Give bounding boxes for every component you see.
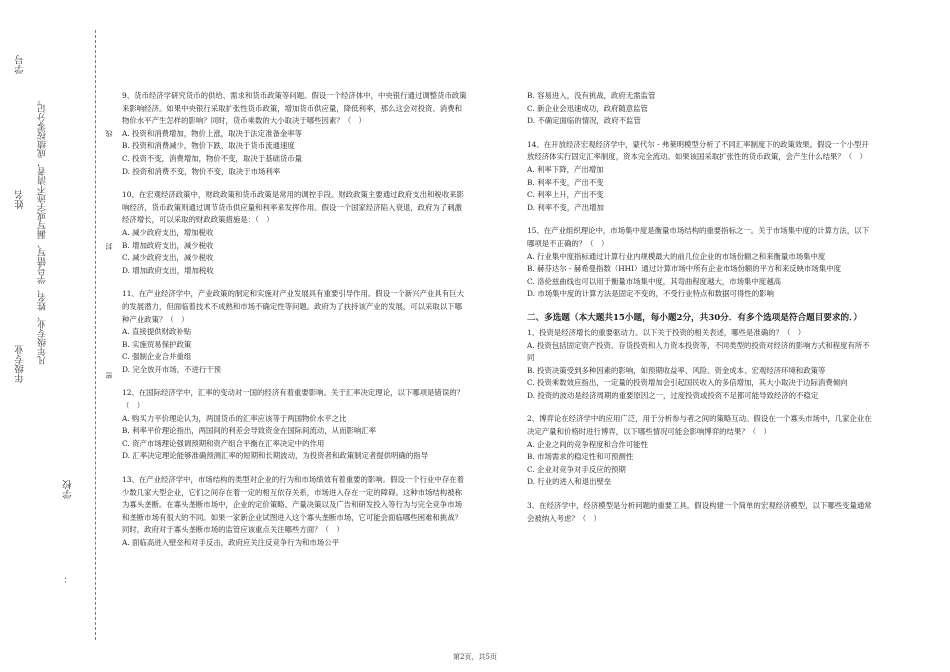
multi-question-3 — [527, 500, 872, 525]
option-a: A. 投资包括固定资产投资、存货投资和人力资本投资等，不同类型的投资对经济的影响方式和程度有所不同 — [527, 340, 870, 363]
question-15 — [527, 225, 872, 301]
school-label: 学校 — [63, 480, 74, 499]
option-c: C. 减少政府支出，减少税收 — [122, 253, 214, 263]
option-d: D. 投资和消费不变，物价不变，取决于市场利率 — [122, 166, 281, 176]
name-label: 姓名 — [15, 190, 26, 209]
question-11 — [122, 288, 467, 376]
option-c: C. 强制企业合并重组 — [122, 352, 192, 362]
option-a: A. 购买力平价理论认为，两国货币的汇率应该等于两国物价水平之比 — [122, 413, 347, 423]
option-a: A. 减少政府支出，增加税收 — [122, 227, 214, 237]
question-12 — [122, 387, 467, 463]
option-a: A. 行业集中度指标通过计算行业内规模最大的前几位企业的市场份额之和来衡量市场集中度 — [527, 251, 826, 261]
option-b: B. 增加政府支出，减少税收 — [122, 240, 214, 250]
question-stem: 15、在产业组织理论中，市场集中度是衡量市场结构的重要指标之一。关于市场集中度的计算方法，以下哪项是不正确的？（ ） — [527, 226, 869, 248]
option-b: B. 赫芬达尔 - 赫希曼指数（HHI）通过计算市场中所有企业市场份额的平方和来反映市场集中度 — [527, 264, 841, 274]
question-stem: 14、在开放经济宏观经济学中，蒙代尔 - 弗莱明模型分析了不同汇率制度下的政策效果。假设一个小型开放经济体实行固定汇率制度，资本完全流动。如果该国采取扩张性的货币政策，会产生什么结果？（ ） — [527, 139, 869, 162]
option-a: A. 面临高进入壁垒和对手反击，政府应关注反竞争行为和市场公平 — [122, 538, 339, 547]
question-14 — [527, 139, 872, 215]
right-column — [527, 90, 872, 536]
question-stem: 12、在国际经济学中，汇率的变动对一国的经济有着重要影响。关于汇率决定理论，以下哪项是错误的？（ ） — [122, 388, 464, 411]
option-b: B. 实施贸易保护政策 — [122, 339, 192, 349]
option-a: A. 投资和消费增加，物价上涨，取决于法定准备金率等 — [122, 128, 303, 138]
grade-major-label: 年级专业 — [15, 345, 26, 383]
binding-dashed-line — [95, 30, 96, 640]
question-stem: 11、在产业经济学中，产业政策的制定和实施对产业发展具有重要引导作用。假设一个新兴产业具有巨大的发展潜力，但面临着技术不成熟和市场不确定性等问题。政府为了扶持该产业的发展，可以采取以下哪种产业政策？（ ） — [122, 289, 464, 324]
option-a: A. 利率下降，产出增加 — [527, 164, 604, 174]
option-b: B. 利率平价理论指出，两国间的利差会导致资金在国际间流动，从而影响汇率 — [122, 426, 377, 436]
option-c: C. 资产市场理论强调预期和资产组合平衡在汇率决定中的作用 — [122, 438, 325, 448]
question-stem: 2、博弈论在经济学中的应用广泛，用于分析参与者之间的策略互动。假设在一个寡头市场中，几家企业在决定产量和价格时进行博弈，以下哪些情况可能会影响博弈的结果？（ ） — [527, 414, 872, 437]
option-a: A. 企业之间的竞争程度和合作可能性 — [527, 439, 648, 449]
option-b: B. 利率不变，产出不变 — [527, 177, 604, 187]
question-stem: 9、货币经济学研究货币的供给、需求和货币政策等问题。假设一个经济体中，中央银行通过调整货币政策来影响经济。如果中央银行采取扩张性货币政策，增加货币供应量，降低利率，那么这会对投资、消费和物价水平产生怎样的影响？同时，货币乘数的大小取决于哪些因素？（ ） — [122, 91, 467, 126]
option-b: B. 投资和消费减少，物价下跌，取决于货币流通速度 — [122, 141, 295, 151]
option-d: D. 投资的波动是经济周期的重要原因之一，过度投资或投资不足都可能导致经济的不稳定 — [527, 390, 819, 400]
option-c: C. 投资乘数效应指出，一定量的投资增加会引起国民收入的多倍增加，其大小取决于边际消费倾向 — [527, 378, 848, 388]
binding-margin: 学校 ： 年级专业 姓名 学号 凡年级专业、姓名、学号错写、漏写或字迹不清者，成绩按零分记。 密 封 线 — [0, 0, 110, 672]
question-13-continued — [527, 90, 872, 128]
option-d: D. 行业的进入和退出壁垒 — [527, 477, 612, 487]
option-b: B. 投资决策受到多种因素的影响，如预期收益率、风险、资金成本、宏观经济环境和政策等 — [527, 365, 826, 375]
question-stem: 10、在宏观经济政策中，财政政策和货币政策是常用的调控手段。财政政策主要通过政府支出和税收来影响经济，货币政策则通过调节货币供应量和利率来发挥作用。假设一个国家经济陷入衰退，政府为了刺激经济增长，可以采取的财政政策措施是：（ ） — [122, 190, 464, 225]
question-10 — [122, 189, 467, 277]
option-d: D. 市场集中度的计算方法是固定不变的，不受行业特点和数据可得性的影响 — [527, 289, 774, 299]
question-13 — [122, 474, 467, 550]
option-c: C. 新企业会迅速成功，政府随意监管 — [527, 103, 648, 113]
student-id-label: 学号 — [15, 55, 26, 74]
page-footer: 第2页，共5页 — [453, 653, 497, 661]
left-column — [122, 90, 467, 561]
seal-mi: 密 — [105, 372, 113, 379]
notice-text: 凡年级专业、姓名、学号错写、漏写或字迹不清者，成绩按零分记。 — [38, 95, 48, 365]
question-stem: 1、投资是经济增长的重要驱动力。以下关于投资的相关表述，哪些是准确的？（ ） — [527, 327, 806, 337]
option-c: C. 企业对竞争对手反应的预期 — [527, 464, 626, 474]
option-a: A. 直接提供财政补贴 — [122, 327, 192, 337]
question-stem: 13、在产业经济学中，市场结构的类型对企业的行为和市场绩效有着重要的影响。假设一个行业中存在着少数几家大型企业，它们之间存在着一定的相互依存关系，市场进入存在一定的障碍。这种市场结构被称为寡头垄断。在寡头垄断市场中，企业的定价策略、产量决策以及广告和研发投入等行为与完全竞争市场和垄断市场有很大的不同。如果一家新企业试图进入这个寡头垄断市场，它可能会面临哪些困难和挑战？同时，政府对于寡头垄断市场的监管应该重点关注哪些方面？（ ） — [122, 475, 464, 535]
multi-question-2 — [527, 413, 872, 489]
section-heading-multiple-choice: 二、多选题（本大题共15小题，每小题2分，共30分．有多个选项是符合题目要求的．） — [527, 312, 862, 323]
multi-question-1 — [527, 327, 872, 403]
question-9 — [122, 90, 467, 178]
option-d: D. 增加政府支出，增加税收 — [122, 265, 214, 275]
question-stem: 3、在经济学中，经济模型是分析问题的重要工具。假设构建一个简单的宏观经济模型，以下哪些变量通常会被纳入考虑？（ ） — [527, 501, 872, 523]
option-d: D. 汇率决定理论能够准确预测汇率的短期和长期波动，为投资者和政策制定者提供明确的指导 — [122, 451, 428, 461]
option-b: B. 市场需求的稳定性和可预测性 — [527, 452, 634, 462]
option-d: D. 不确定面临的情况，政府不监管 — [527, 116, 641, 126]
option-c: C. 利率上升，产出不变 — [527, 190, 604, 200]
option-c: C. 投资不变，消费增加，物价不变，取决于基础货币量 — [122, 153, 303, 163]
option-c: C. 洛伦兹曲线也可以用于衡量市场集中度，其弯曲程度越大，市场集中度越高 — [527, 276, 781, 286]
option-b: B. 容易进入，没有挑战，政府无需监管 — [527, 91, 656, 100]
seal-feng: 封 — [105, 243, 113, 250]
option-d: D. 完全放开市场，不进行干预 — [122, 364, 222, 374]
option-d: D. 利率不变，产出增加 — [527, 202, 604, 212]
seal-line: 线 — [105, 130, 113, 137]
